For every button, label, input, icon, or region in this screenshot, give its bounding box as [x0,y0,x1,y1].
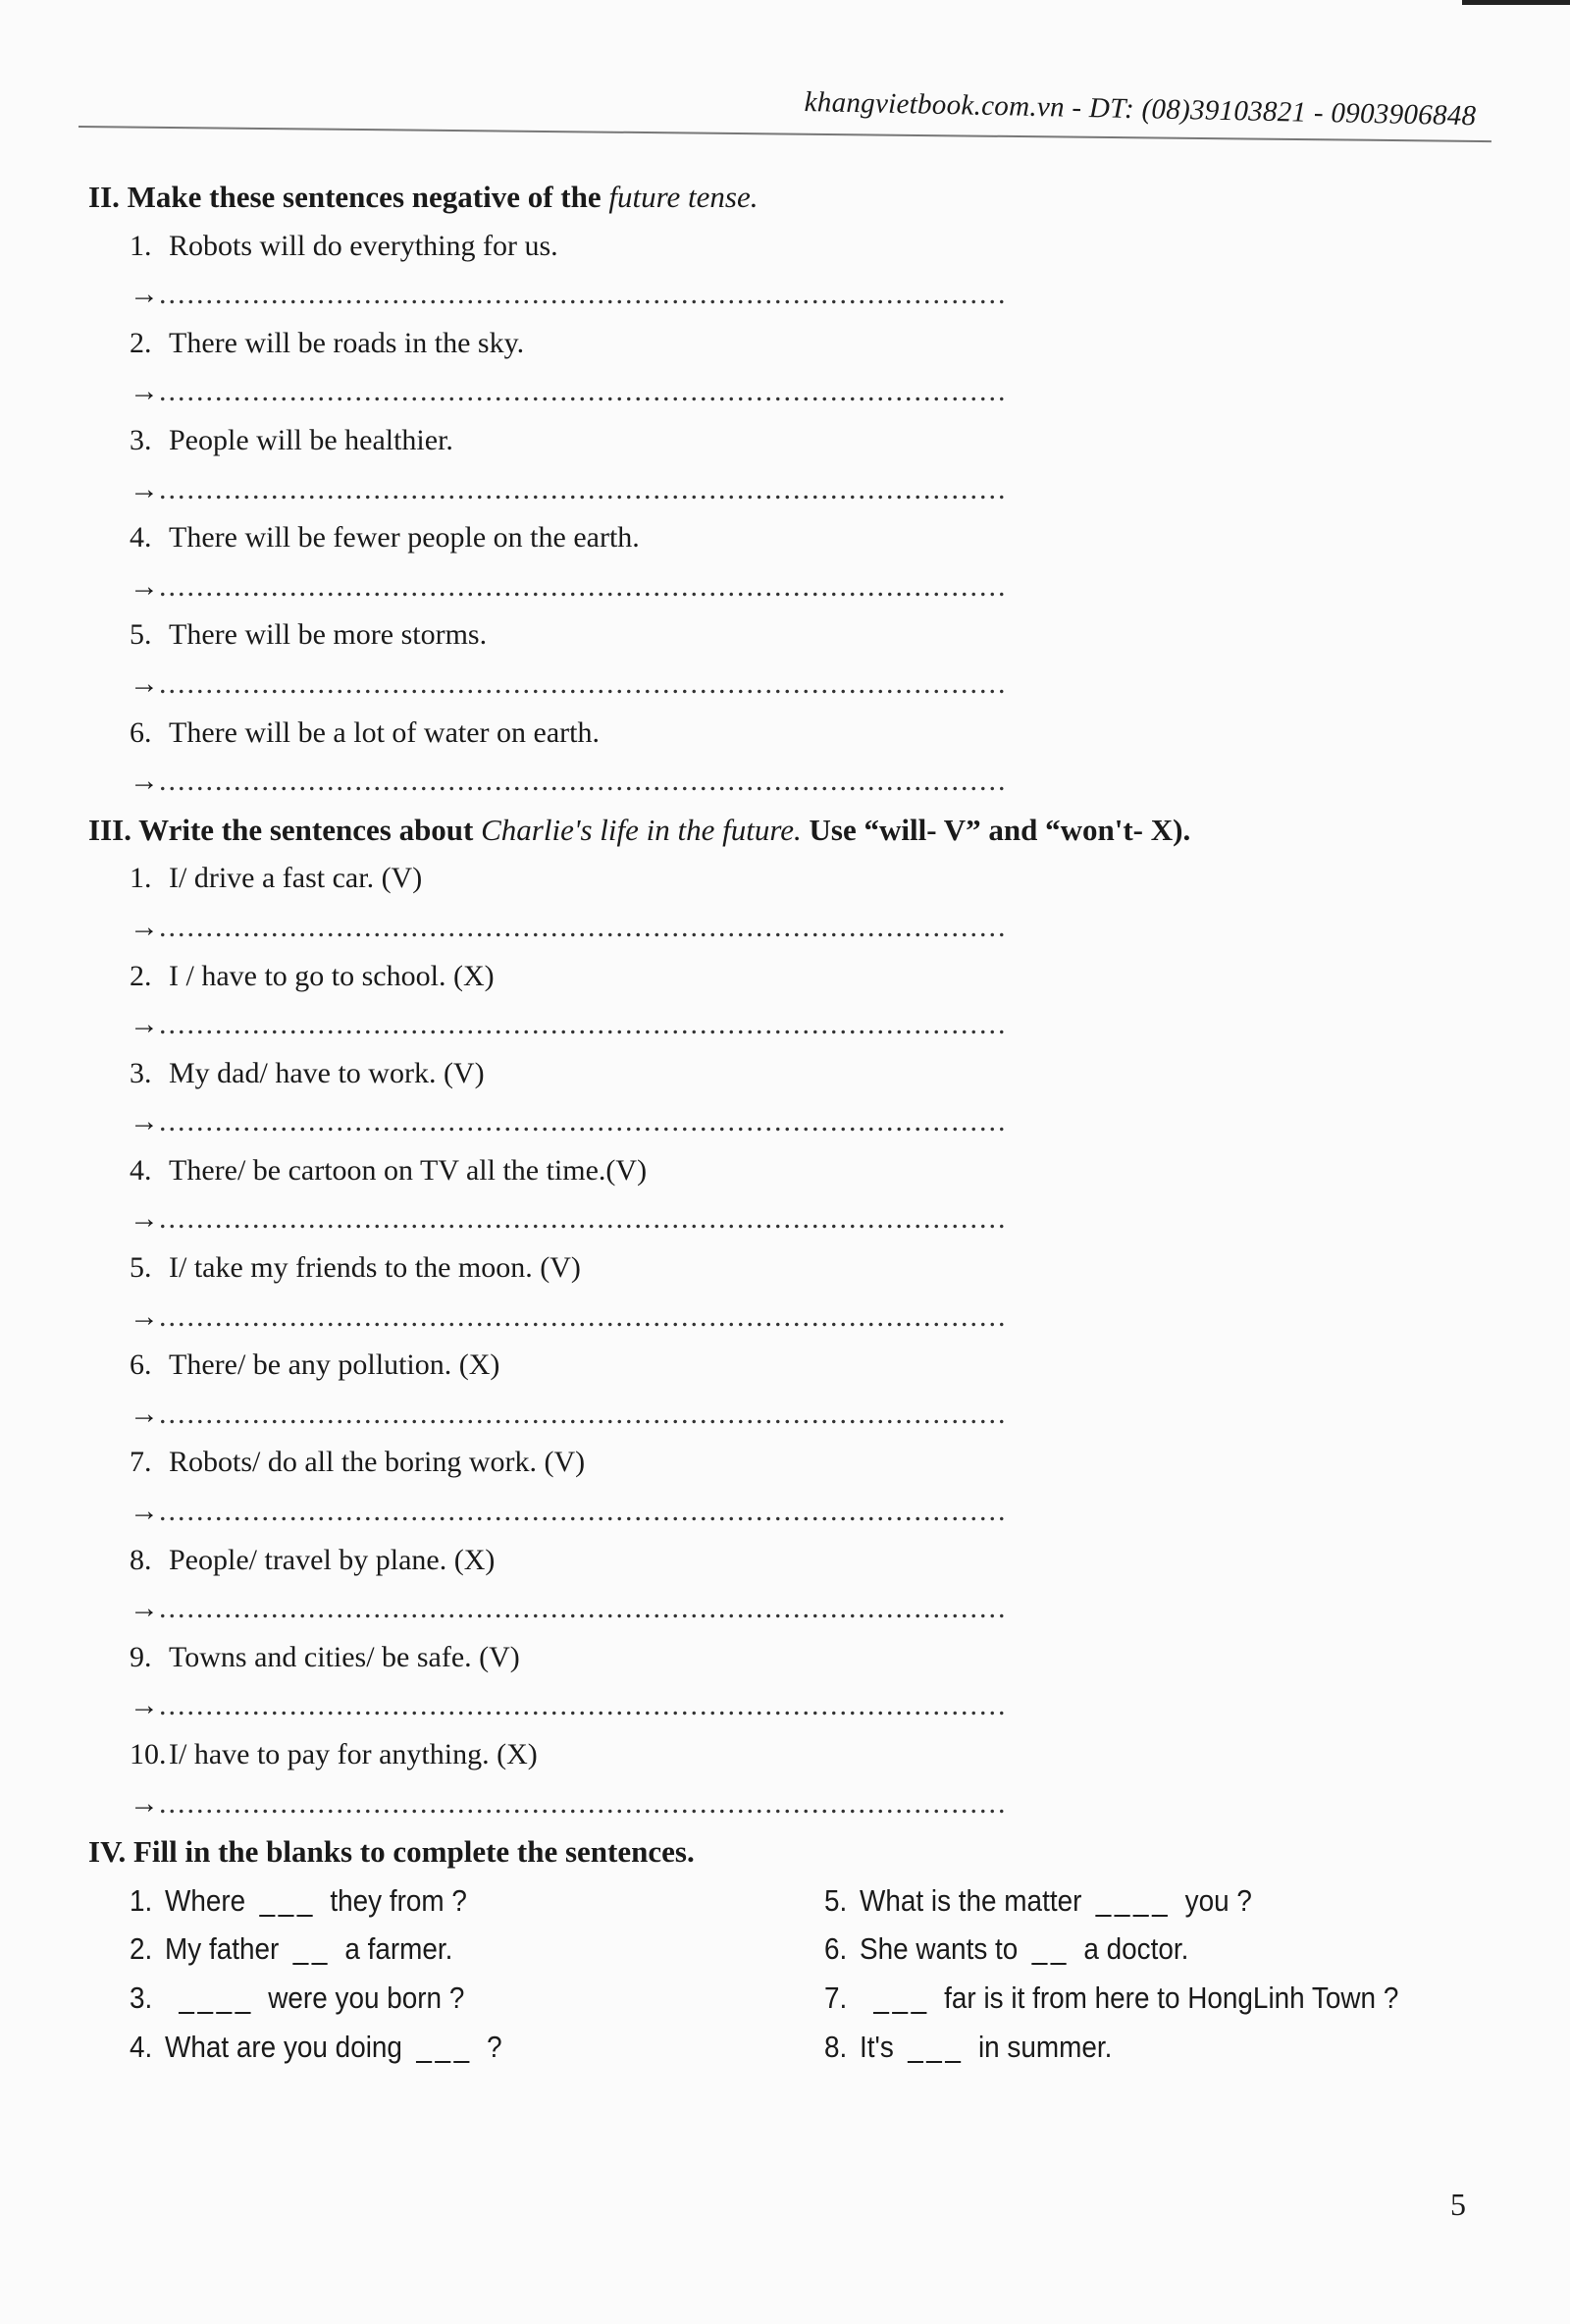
item-number: 7. [824,1980,848,2015]
heading-text: II. Make these sentences negative of the [88,180,609,214]
question-item [0,854,1570,903]
answer-line[interactable] [0,1194,1570,1243]
answer-line[interactable] [0,1779,1570,1828]
item-text: There/ be any pollution. (X) [169,1348,500,1382]
question-item [0,709,1570,758]
left-column [130,1876,544,2071]
arrow-icon: → [130,1397,159,1430]
answer-line[interactable] [0,1487,1570,1536]
question-item [0,319,1570,368]
item-number: 2. [130,959,152,992]
blank-field[interactable]: ___ [873,1980,930,2015]
item-number: 1. [130,1882,153,1918]
arrow-icon: → [130,1105,159,1138]
question-item [0,416,1570,465]
answer-dots[interactable]: ........................................................................................... [159,1786,1008,1820]
answer-dots[interactable]: ........................................................................................... [159,569,1008,603]
arrow-icon: → [130,1008,159,1041]
arrow-icon: → [130,765,159,798]
item-number: 7. [130,1446,152,1479]
item-text-before: It's [860,2029,894,2064]
item-text: Robots will do everything for us. [169,229,558,262]
item-number: 4. [130,2029,153,2064]
item-text-after: you ? [1184,1882,1252,1918]
fill-blank-item [824,1876,1398,1926]
item-number: 4. [130,1153,152,1187]
item-text: I/ drive a fast car. (V) [169,862,423,895]
item-text: People/ travel by plane. (X) [169,1543,496,1576]
item-text-before: What is the matter [860,1882,1082,1918]
item-text-after: in summer. [977,2029,1113,2064]
answer-dots[interactable]: ........................................................................................... [159,375,1008,408]
item-text-before: My father [165,1931,280,1967]
answer-line[interactable] [0,757,1570,806]
arrow-icon: → [130,666,159,700]
item-number: 4. [130,521,152,555]
question-item [0,1730,1570,1779]
item-text: There will be more storms. [169,618,488,652]
answer-dots[interactable]: ........................................................................................... [159,472,1008,505]
answer-line[interactable] [0,1390,1570,1439]
question-item [0,513,1570,562]
item-text: There will be fewer people on the earth. [169,521,640,555]
answer-dots[interactable]: ........................................................................................... [159,765,1008,798]
item-number: 3. [130,1056,152,1089]
blank-field[interactable]: __ [292,1931,331,1967]
item-text-after: they from ? [330,1882,467,1918]
blank-field[interactable]: ____ [1095,1882,1172,1918]
arrow-icon: → [130,1592,159,1625]
answer-line[interactable] [0,1293,1570,1342]
item-number: 6. [824,1931,848,1967]
heading-emphasis: Charlie's life in the future. [481,812,802,847]
item-number: 6. [130,715,152,749]
answer-dots[interactable]: ........................................................................................... [159,910,1008,943]
answer-line[interactable] [0,270,1570,319]
item-text-after: ? [487,2029,502,2064]
item-number: 8. [130,1543,152,1576]
heading-suffix: Use “will- V” and “won't- X). [801,812,1191,847]
question-item [0,1438,1570,1487]
item-text-before: Where [165,1882,246,1918]
item-number: 6. [130,1348,152,1382]
item-number: 5. [130,1251,152,1285]
item-text: There/ be cartoon on TV all the time.(V) [169,1153,648,1187]
item-number: 2. [130,1931,153,1967]
question-item [0,1146,1570,1195]
item-number: 2. [130,326,152,359]
answer-line[interactable] [0,367,1570,416]
page-number: 5 [1450,2187,1466,2222]
page-edge-mark [1462,0,1570,5]
arrow-icon: → [130,1202,159,1236]
item-text-after: a farmer. [344,1931,453,1967]
answer-dots[interactable]: ........................................................................................... [159,1105,1008,1138]
answer-dots[interactable]: ........................................................................................... [159,1299,1008,1333]
answer-line[interactable] [0,1584,1570,1633]
question-item [0,1243,1570,1293]
item-number: 3. [130,423,152,456]
section-2-heading [0,173,1570,222]
arrow-icon: → [130,375,159,408]
item-number: 5. [824,1882,848,1918]
fill-blank-item [130,1925,502,1974]
arrow-icon: → [130,1689,159,1722]
answer-line[interactable] [0,903,1570,952]
item-number: 1. [130,229,152,262]
answer-line[interactable] [0,1097,1570,1146]
fill-blank-item [130,2023,502,2072]
arrow-icon: → [130,1786,159,1820]
fill-blank-item [130,1974,502,2023]
section-4-heading: IV. Fill in the blanks to complete the sentences. [88,1834,695,1870]
answer-line[interactable] [0,1000,1570,1049]
item-text: I / have to go to school. (X) [169,959,495,992]
item-text: People will be healthier. [169,423,453,456]
answer-dots[interactable]: ........................................................................................... [159,278,1008,311]
fill-blank-item [130,1876,502,1926]
item-text: Towns and cities/ be safe. (V) [169,1640,520,1673]
item-text-after: a doctor. [1083,1931,1189,1967]
arrow-icon: → [130,569,159,603]
blank-field[interactable]: ___ [259,1882,316,1918]
right-column [824,1876,1462,2071]
blank-field[interactable]: ____ [179,1980,254,2015]
item-text-before: She wants to [860,1931,1019,1967]
question-item [0,1341,1570,1390]
question-item [0,222,1570,271]
fill-blank-item [824,1925,1398,1974]
blank-field[interactable]: __ [1031,1931,1070,1967]
section-2-items [0,222,1570,806]
arrow-icon: → [130,278,159,311]
answer-dots[interactable]: ........................................................................................... [159,666,1008,700]
item-text: Robots/ do all the boring work. (V) [169,1446,586,1479]
item-text-after: were you born ? [268,1980,465,2015]
item-number: 8. [824,2029,848,2064]
arrow-icon: → [130,472,159,505]
item-text-before: What are you doing [165,2029,402,2064]
item-text: There will be a lot of water on earth. [169,715,600,749]
answer-dots[interactable]: ........................................................................................... [159,1689,1008,1722]
answer-line[interactable] [0,1681,1570,1730]
answer-dots[interactable]: ........................................................................................... [159,1592,1008,1625]
section-3-heading [0,806,1570,855]
item-text: My dad/ have to work. (V) [169,1056,485,1089]
answer-dots[interactable]: ........................................................................................... [159,1397,1008,1430]
fill-blank-item [824,1974,1398,2023]
item-number: 1. [130,862,152,895]
item-text: I/ have to pay for anything. (X) [169,1738,538,1770]
item-text-after: far is it from here to HongLinh Town ? [944,1980,1399,2015]
question-item [0,1049,1570,1098]
item-number: 5. [130,618,152,652]
arrow-icon: → [130,1299,159,1333]
section-3-items [0,854,1570,1827]
answer-dots[interactable]: ........................................................................................... [159,1202,1008,1236]
answer-line[interactable] [0,465,1570,514]
question-item [0,1536,1570,1585]
item-number: 9. [130,1640,152,1673]
page-header: khangvietbook.com.vn - DT: (08)39103821 - 0903906848 [804,86,1477,132]
fill-blank-item [824,2023,1398,2072]
item-text: There will be roads in the sky. [169,326,525,359]
answer-dots[interactable]: ........................................................................................... [159,1008,1008,1041]
question-item [0,1633,1570,1682]
arrow-icon: → [130,1495,159,1528]
answer-line[interactable] [0,660,1570,709]
arrow-icon: → [130,910,159,943]
item-number: 10. [130,1738,167,1770]
worksheet-content [0,173,1570,2064]
heading-text: III. Write the sentences about [88,812,482,847]
blank-field[interactable]: ___ [416,2029,473,2064]
question-item [0,610,1570,660]
blank-field[interactable]: ___ [908,2029,965,2064]
answer-dots[interactable]: ........................................................................................... [159,1495,1008,1528]
answer-line[interactable] [0,562,1570,611]
question-item [0,952,1570,1001]
heading-emphasis: future tense. [608,180,759,214]
item-number: 3. [130,1980,153,2015]
item-text: I/ take my friends to the moon. (V) [169,1251,581,1285]
